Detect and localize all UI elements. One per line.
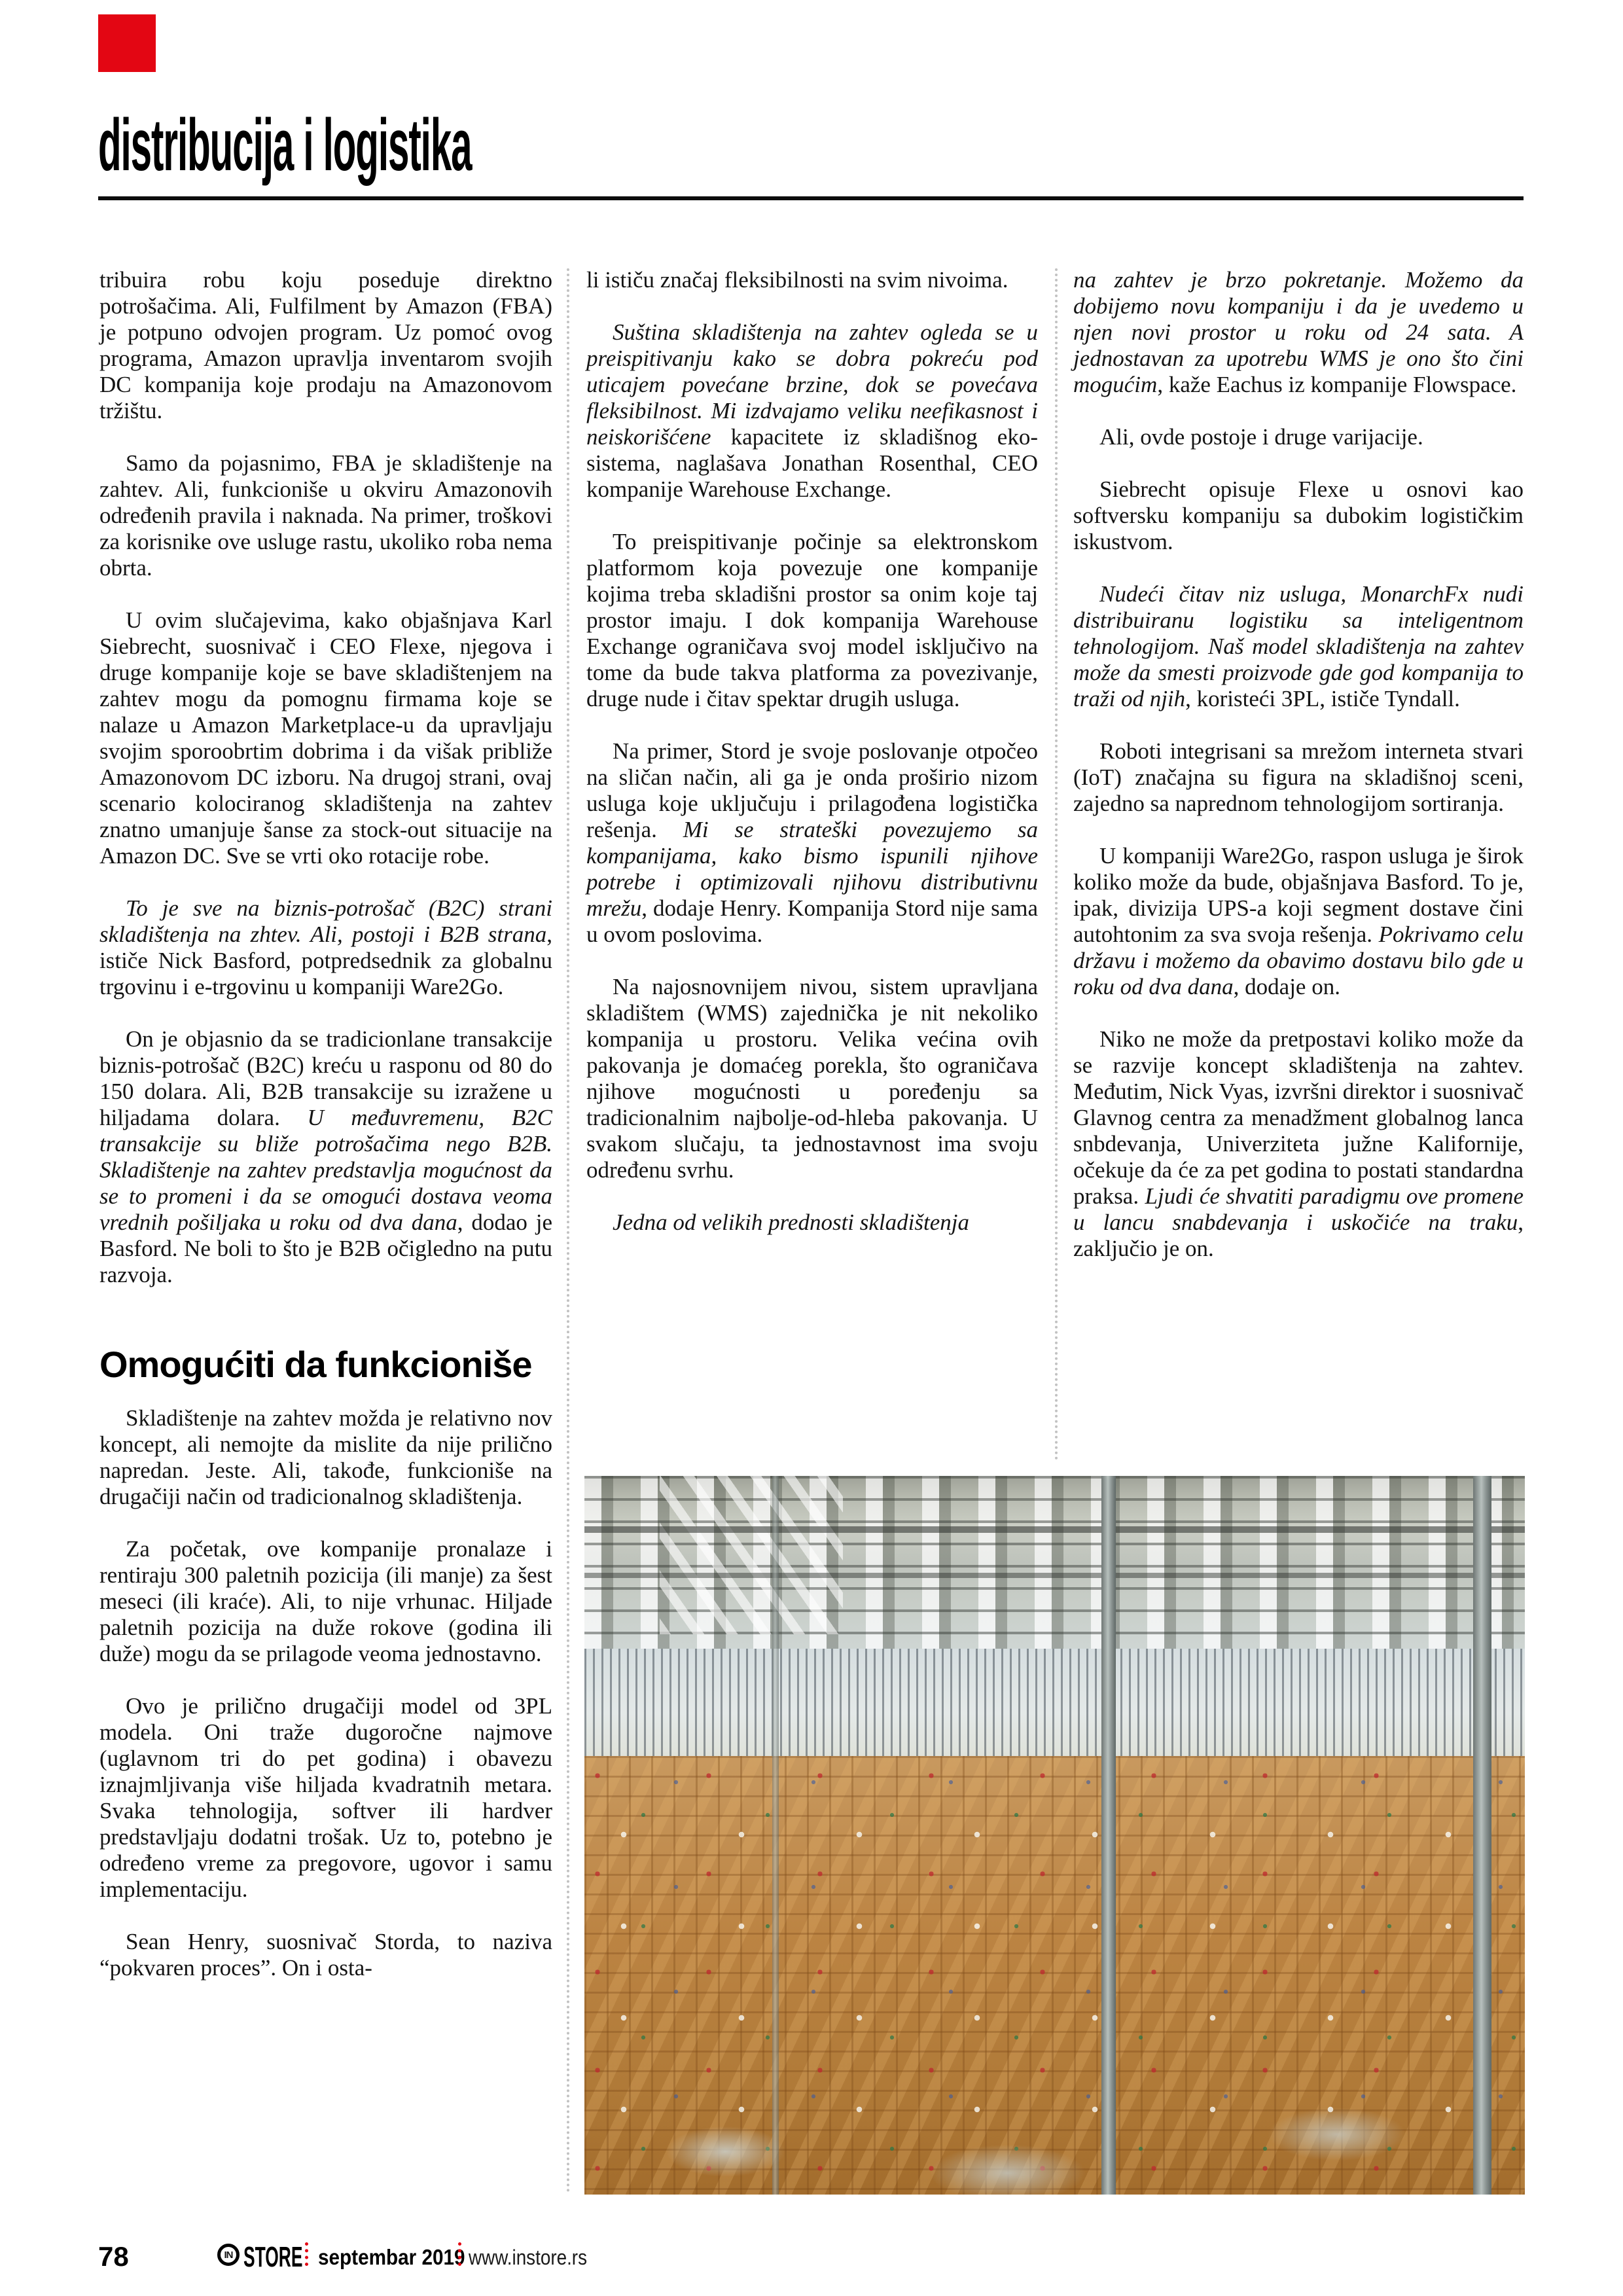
section-marker-red-square <box>98 14 156 72</box>
column-3 <box>1073 267 1524 1262</box>
subhead: Omogućiti da funkcioniše <box>99 1344 532 1385</box>
paragraph: Na najosnovnijem nivou, sistem upravljana skladištem (WMS) zajednička je nit nekoliko kompanija u prostoru. Velika većina ovih pakovanja je domaćeg porekla, što ograničava njihove mogućnosti u poređenju sa tradicionalnim najbolje-od-hleba pakovanja. U svakom slučaju, ta jednostavnost ima svoju određenu svrhu. <box>586 974 1038 1183</box>
photo-roof-beam <box>584 1573 1525 1578</box>
paragraph: li ističu značaj fleksibilnosti na svim nivoima. <box>586 267 1008 293</box>
section-title: distribucija i logistika <box>98 104 472 186</box>
photo-pillar <box>1473 1476 1491 2195</box>
paragraph: Samo da pojasnimo, FBA je skladištenje na zahtev. Ali, funkcioniše u okviru Amazonovih određenih pravila i naknada. Na primer, troškovi za korisnike ove usluge rastu, ukoliko roba nema obrta. <box>99 450 552 581</box>
header-rule <box>98 196 1524 200</box>
photo-floor-patches <box>584 1979 1525 2195</box>
column-separator-dotted <box>1055 268 1058 1461</box>
paragraph: Jedna od velikih prednosti skladištenja <box>613 1210 969 1235</box>
paragraph: On je objasnio da se tradicionlane transakcije biznis-potrošač (B2C) kreću u rasponu od 80 do 150 dolara. Ali, B2B transakcije su izražene u hiljadama dolara. U međuvremenu, B2C transakcije su bliže potrošačima nego B2B. Skladištenje na zahtev predstavlja mogućnost da se to promeni i da se omogući dostava veoma vrednih pošiljaka u roku od dva dana, dodao je Basford. Ne boli to što je B2B očigledno na putu razvoja. <box>99 1026 552 1287</box>
paragraph: Ovo je prilično drugačiji model od 3PL modela. Oni traže dugoročne najmove (uglavnom tri do pet godina) i obavezu iznajmljivanja više hiljada kvadratnih metara. Svaka tehnologija, softver ili hardver predstavljaju dodatni trošak. Uz to, potebno je određeno vreme za pregovore, ugovor i samu implementaciju. <box>99 1693 552 1902</box>
photo-pillar <box>772 1476 779 2195</box>
paragraph: Niko ne može da pretpostavi koliko može da se razvije koncept skladištenja na zahtev. Međutim, Nick Vyas, izvršni direktor i suosnivač Glavnog centra za menadžment globalnog lanca snbdevanja, Univerziteta južne Kalifornije, očekuje da će za pet godina to postati standardna praksa. Ljudi će shvatiti paradigmu ove promene u lancu snabdevanja i uskočiće na traku, zaključio je on. <box>1073 1026 1524 1261</box>
paragraph: U kompaniji Ware2Go, raspon usluga je širok koliko može da bude, objašnjava Basford. To je, ipak, divizija UPS-a koji segment dostave čini autohtonim za sva svoja rešenja. Pokrivamo celu državu i možemo da obavimo dostavu bilo gde u roku od dva dana, dodaje on. <box>1073 843 1524 999</box>
paragraph: Ali, ovde postoje i druge varijacije. <box>1099 424 1423 450</box>
instore-logo-circle-icon: IN <box>217 2244 240 2266</box>
paragraph: na zahtev je brzo pokretanje. Možemo da dobijemo novu kompaniju i da je uvedemo u njen novi prostor u roku od 24 sata. A jednostavan za upotrebu WMS je ono što čini mogućim, kaže Eachus iz kompanije Flowspace. <box>1073 267 1524 397</box>
paragraph: Siebrecht opisuje Flexe u osnovi kao softversku kompaniju sa dubokim logističkim iskustvom. <box>1073 476 1524 554</box>
paragraph: To je sve na biznis-potrošač (B2C) strani skladištenja na zhtev. Ali, postoji i B2B strana, ističe Nick Basford, potpredsednik za globalnu trgovinu i e-trgovinu u kompaniji Ware2Go. <box>99 895 552 999</box>
paragraph: To preispitivanje počinje sa elektronskom platformom koja povezuje one kompanije kojima treba skladišni prostor sa onim koje taj prostor imaju. I dok kompanija Warehouse Exchange ograničava svoj model isključivo na tome da bude takva platforma za povezivanje, druge nude i čitav spektar drugih usluga. <box>586 529 1038 711</box>
paragraph: Roboti integrisani sa mrežom interneta stvari (IoT) značajna su figura na skladišnoj sceni, zajedno sa naprednom tehnologijom sortiranja. <box>1073 738 1524 816</box>
photo-skylight-streaks <box>660 1476 843 1634</box>
footer-dotted-separator <box>458 2242 461 2266</box>
website-url: www.instore.rs <box>469 2246 588 2269</box>
paragraph: Nudeći čitav niz usluga, MonarchFx nudi distribuiranu logistiku sa inteligentnom tehnologijom. Naš model skladištenja na zahtev može da smesti proizvode gde god kompanija to traži od njih, koristeći 3PL, ističe Tyndall. <box>1073 581 1524 711</box>
column-1 <box>99 267 552 1981</box>
paragraph: Skladištenje na zahtev možda je relativno nov koncept, ali nemojte da mislite da nije prilično napredan. Jeste. Ali, takođe, funkcioniše na drugačiji način od tradicionalnog skladištenja. <box>99 1405 552 1509</box>
paragraph: Za početak, ove kompanije pronalaze i rentiraju 300 paletnih pozicija (ili manje) za šest meseci (ili kraće). Ali, to nije vrhunac. Hiljade paletnih pozicija na duže rokove (godina ili duže) mogu da se prilagode veoma jednostavno. <box>99 1536 552 1666</box>
paragraph: Sean Henry, suosnivač Storda, to naziva “pokvaren proces”. On i osta- <box>99 1929 552 1981</box>
column-separator-dotted <box>567 268 569 2194</box>
paragraph: tribuira robu koju poseduje direktno potrošačima. Ali, Fulfilment by Amazon (FBA) je potpuno odvojen program. Uz pomoć ovog programa, Amazon upravlja inventarom svojih DC kompanija koje prodaju na Amazonovom tržištu. <box>99 267 552 423</box>
issue-date: septembar 2019 <box>318 2245 465 2269</box>
warehouse-photo <box>584 1476 1525 2195</box>
column-2 <box>586 267 1038 1236</box>
footer-dotted-separator <box>305 2242 308 2266</box>
store-logo-wordmark: STORE <box>243 2241 303 2273</box>
photo-racks-band <box>584 1649 1525 1757</box>
photo-roof-beam <box>584 1526 1525 1533</box>
paragraph: Suština skladištenja na zahtev ogleda se u preispitivanju kako se dobra pokreću pod uticajem povećane brzine, dok se povećava fleksibilnost. Mi izdvajamo veliku neefikasnost i neiskorišćene kapacitete iz skladišnog eko-sistema, naglašava Jonathan Rosenthal, CEO kompanije Warehouse Exchange. <box>586 319 1038 502</box>
paragraph: U ovim slučajevima, kako objašnjava Karl Siebrecht, suosnivač i CEO Flexe, njegova i druge kompanije koje se bave skladištenjem na zahtev mogu da pomognu firmama koje se nalaze u Amazon Marketplace-u da upravljaju svojim sporoobrtim dobrima i da višak približe Amazonovom DC izboru. Na drugoj strani, ovaj scenario kolociranog skladištenja na zahtev znatno umanjuje šanse za stock-out situacije na Amazon DC. Sve se vrti oko rotacije robe. <box>99 607 552 869</box>
page-number: 78 <box>98 2241 129 2272</box>
photo-pillar <box>1101 1476 1116 2195</box>
paragraph: Na primer, Stord je svoje poslovanje otpočeo na sličan način, ali ga je onda proširio nizom usluga koje uključuju i prilagođena logistička rešenja. Mi se strateški povezujemo sa kompanijama, kako bismo ispunili njihove potrebe i optimizovali njihovu distributivnu mrežu, dodaje Henry. Kompanija Stord nije sama u ovom poslovima. <box>586 738 1038 947</box>
